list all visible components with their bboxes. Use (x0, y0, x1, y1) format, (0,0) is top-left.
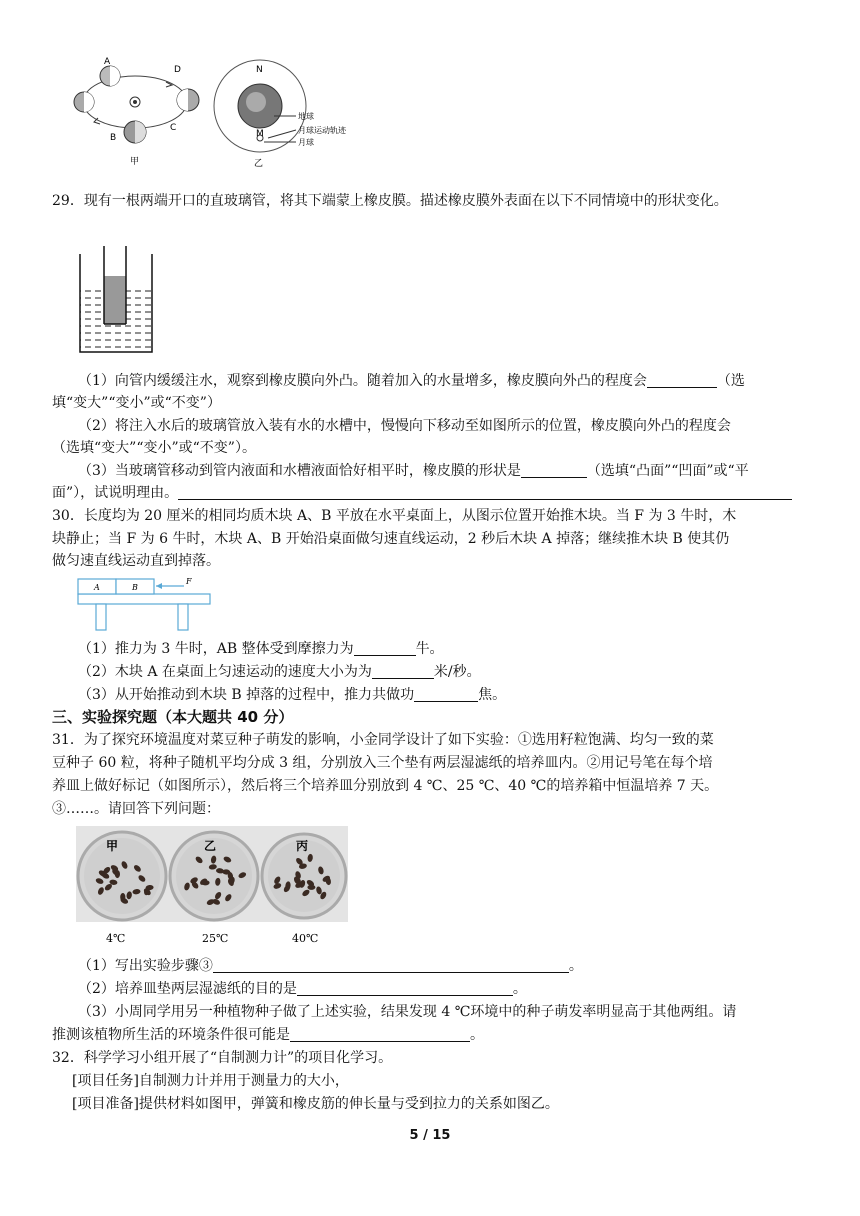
q29-part3-tail: （选填“凸面”“凹面”或“平 (586, 463, 749, 479)
q31-stem-3: 养皿上做好标记（如图所示），然后将三个培养皿分别放到 4 ℃、25 ℃、40 ℃的培养箱中恒温培养 7 天。 (52, 778, 719, 794)
q29-part1-text: （1）向管内缓缓注水，观察到橡皮膜向外凸。随着加入的水量增多，橡皮膜向外凸的程度会 (78, 373, 647, 389)
earth-position-a (100, 66, 120, 86)
q32-stem: 32．科学学习小组开展了“自制测力计”的项目化学习。 (52, 1050, 393, 1066)
earth-position-d (74, 92, 94, 112)
petri-dish-1 (78, 832, 166, 920)
q31-part2-end: 。 (512, 981, 527, 997)
q29-part3 (78, 460, 812, 482)
figure-earth-orbit (70, 52, 200, 170)
label-n: N (256, 65, 263, 75)
q31-part2-text: （2）培养皿垫两层湿滤纸的目的是 (78, 981, 297, 997)
q29-stem: 29．现有一根两端开口的直玻璃管，将其下端蒙上橡皮膜。描述橡皮膜外表面在以下不同情境中的形状变化。 (52, 193, 728, 209)
q31-part1-text: （1）写出实验步骤③ (78, 958, 213, 974)
temp-label-1: 4℃ (106, 932, 126, 945)
q30-part2-unit: 米/秒。 (433, 664, 481, 680)
answer-blank[interactable] (213, 956, 569, 973)
q31-part1-end: 。 (568, 958, 583, 974)
label-a: A (104, 57, 111, 67)
q30-part3-unit: 焦。 (478, 687, 507, 703)
temp-label-3: 40℃ (292, 932, 319, 945)
answer-blank[interactable] (354, 639, 416, 656)
q30-stem-2: 块静止；当 F 为 6 牛时，木块 A、B 开始沿桌面做匀速直线运动，2 秒后木块 A 掉落；继续推木块 B 使其仍 (52, 531, 730, 547)
q29-part2: （2）将注入水后的玻璃管放入装有水的水槽中，慢慢向下移动至如图所示的位置，橡皮膜向外凸的程度会 (78, 418, 731, 434)
q30-part2-text: （2）木块 A 在桌面上匀速运动的速度大小为为 (78, 664, 372, 680)
label-b: B (110, 133, 117, 143)
answer-blank[interactable] (414, 685, 478, 702)
dish-label-2: 乙 (204, 839, 217, 853)
earth-position-b (124, 121, 146, 143)
q31-part1 (78, 955, 812, 977)
label-jia: 甲 (130, 157, 140, 167)
figure-petri-dishes (76, 826, 348, 950)
answer-blank[interactable] (647, 371, 717, 388)
label-m: M (256, 129, 264, 139)
q29-part3-reason: 面”），试说明理由。 (52, 485, 179, 501)
q31-part3: （3）小周同学用另一种植物种子做了上述实验，结果发现 4 ℃环境中的种子萌发率明显高于其他两组。请 (78, 1004, 737, 1020)
answer-blank[interactable] (178, 483, 792, 500)
q31-stem-2: 豆种子 60 粒，将种子随机平均分成 3 组，分别放入三个垫有两层湿滤纸的培养皿内。②用记号笔在每个培 (52, 755, 713, 771)
q31-part3-cont (52, 1024, 812, 1046)
q30-part1-text: （1）推力为 3 牛时，AB 整体受到摩擦力为 (78, 641, 354, 657)
figure-glass-tube-in-tank (74, 246, 156, 358)
callout-moon: 月球 (298, 138, 314, 147)
q32-prep: [项目准备]提供材料如图甲，弹簧和橡皮筋的伸长量与受到拉力的关系如图乙。 (72, 1096, 559, 1112)
block-a-label: A (94, 583, 100, 592)
q30-stem-3: 做匀速直线运动直到掉落。 (52, 553, 220, 569)
q29-part1-cont: 填“变大”“变小”或“不变”） (52, 395, 221, 411)
label-c: C (170, 123, 177, 133)
q31-stem-1: 31．为了探究环境温度对菜豆种子萌发的影响，小金同学设计了如下实验：①选用籽粒饱满、均匀一致的菜 (52, 732, 714, 748)
q30-stem-1: 30．长度均为 20 厘米的相同均质木块 A、B 平放在水平桌面上，从图示位置开始推木块。当 F 为 3 牛时，木 (52, 508, 737, 524)
answer-blank[interactable] (372, 662, 434, 679)
label-d: D (174, 65, 181, 75)
dish-label-1: 甲 (106, 839, 119, 853)
q30-part2 (78, 661, 812, 683)
q31-part3-text: 推测该植物所生活的环境条件很可能是 (52, 1027, 290, 1043)
q30-part3-text: （3）从开始推动到木块 B 掉落的过程中，推力共做功 (78, 687, 415, 703)
answer-blank[interactable] (297, 979, 513, 996)
q29-part1 (78, 370, 812, 392)
callout-earth: 地球 (298, 112, 314, 121)
block-b-label: B (132, 583, 138, 592)
q31-part2 (78, 978, 812, 1000)
figure-moon-orbit (212, 54, 362, 172)
earth-position-c (177, 89, 199, 111)
q29-part2-cont: （选填“变大”“变小”或“不变”）。 (52, 440, 256, 456)
q32-task: [项目任务]自制测力计并用于测量力的大小， (72, 1073, 349, 1089)
q29-part3-text: （3）当玻璃管移动到管内液面和水槽液面恰好相平时，橡皮膜的形状是 (78, 463, 521, 479)
q29-part1-tail: （选 (716, 373, 745, 389)
force-f-label: F (186, 577, 192, 586)
label-yi: 乙 (254, 159, 264, 169)
answer-blank[interactable] (521, 461, 587, 478)
q31-part3-end: 。 (470, 1027, 484, 1043)
q30-part1-unit: 牛。 (415, 641, 444, 657)
dish-label-3: 丙 (296, 839, 309, 853)
section-heading: 三、实验探究题（本大题共 40 分） (52, 708, 294, 726)
q31-stem-4: ③……。请回答下列问题： (52, 801, 220, 817)
q30-part3 (78, 684, 812, 706)
q30-part1 (78, 638, 812, 660)
temp-label-2: 25℃ (202, 932, 229, 945)
callout-moon-orbit: 月球运动轨迹 (298, 126, 346, 135)
answer-blank[interactable] (290, 1025, 470, 1042)
page-number: 5 / 15 (409, 1128, 451, 1143)
figure-blocks-on-table (74, 576, 214, 632)
q29-part3-cont (52, 482, 812, 504)
